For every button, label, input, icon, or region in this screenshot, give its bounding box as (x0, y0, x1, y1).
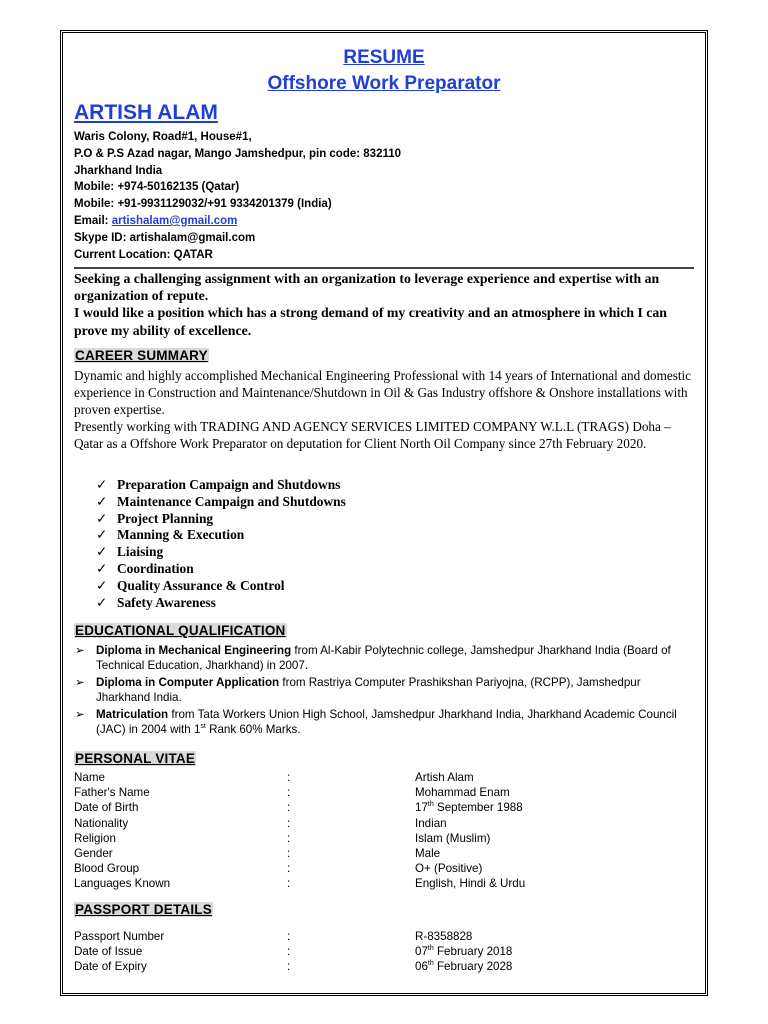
email-link[interactable]: artishalam@gmail.com (111, 214, 238, 227)
passport-value: R-8358828 (415, 930, 473, 943)
skill-item (96, 527, 346, 544)
vitae-value: Mohammad Enam (415, 786, 510, 800)
separator: : (287, 945, 291, 959)
vitae-value: Artish Alam (415, 771, 474, 784)
vitae-row (74, 846, 694, 861)
candidate-name: ARTISH ALAM (74, 101, 218, 124)
checkmark-icon: ✓ (96, 560, 108, 576)
separator: : (287, 786, 291, 800)
vitae-value: O+ (Positive) (415, 862, 483, 876)
vitae-value: Male (415, 846, 441, 860)
degree-detail: from Rastriya Computer Prashikshan Pariyojna, (RCPP), Jamshedpur Jharkhand India. (96, 676, 641, 704)
skill-item (96, 494, 346, 511)
mobile-india: Mobile: +91-9931129032/+91 9334201379 (India) (74, 198, 332, 211)
skill-label: Liaising (117, 544, 164, 560)
vitae-value: Indian (415, 816, 447, 830)
passport-row (74, 959, 694, 974)
separator: : (287, 877, 291, 891)
value-part: February 2018 (433, 945, 513, 959)
skill-label: Manning & Execution (117, 527, 245, 543)
skill-label: Project Planning (117, 510, 214, 526)
document-title: RESUME (343, 47, 425, 68)
skill-item (96, 544, 346, 561)
ordinal-suffix: th (427, 801, 434, 809)
arrow-bullet-icon: ➢ (75, 644, 85, 657)
separator: : (287, 831, 291, 845)
vitae-label: Date of Birth (74, 801, 139, 815)
arrow-bullet-icon: ➢ (75, 676, 85, 689)
passport-table (74, 929, 694, 975)
skill-label: Maintenance Campaign and Shutdowns (117, 493, 346, 509)
checkmark-icon: ✓ (96, 544, 108, 560)
value-part: February 2028 (433, 960, 513, 974)
value-part: 06 (415, 960, 428, 974)
career-summary-text (74, 367, 694, 452)
education-list (74, 643, 694, 739)
skype-id: Skype ID: artishalam@gmail.com (74, 231, 256, 244)
vitae-label: Languages Known (74, 877, 171, 891)
value-part: September 1988 (433, 801, 523, 815)
divider (74, 267, 694, 269)
vitae-label: Father's Name (74, 786, 150, 800)
vitae-label: Religion (74, 831, 116, 845)
degree-name: Matriculation (96, 708, 169, 721)
passport-heading: PASSPORT DETAILS (75, 902, 212, 917)
vitae-label: Name (74, 771, 105, 784)
skill-item (96, 595, 346, 612)
email-label: Email: (74, 214, 112, 227)
vitae-row (74, 770, 694, 785)
address-line: Waris Colony, Road#1, House#1, (74, 131, 252, 143)
checkmark-icon: ✓ (96, 577, 108, 593)
position-title: Offshore Work Preparator (267, 73, 501, 94)
ordinal-suffix: st (200, 723, 206, 731)
separator: : (287, 930, 291, 943)
skill-item (96, 578, 346, 595)
current-location: Current Location: QATAR (74, 248, 213, 261)
personal-vitae-heading: PERSONAL VITAE (75, 751, 196, 766)
personal-vitae-table (74, 770, 694, 892)
vitae-value (415, 800, 523, 815)
contact-block (74, 129, 401, 263)
checkmark-icon: ✓ (96, 477, 108, 492)
objective-statement (74, 270, 696, 339)
degree-detail: Rank 60% Marks. (205, 723, 301, 736)
education-item (74, 707, 694, 737)
separator: : (287, 801, 291, 815)
degree-name: Diploma in Computer Application (96, 676, 280, 689)
vitae-label: Nationality (74, 816, 129, 830)
vitae-row (74, 800, 694, 815)
skill-item (96, 511, 346, 528)
mobile-qatar: Mobile: +974-50162135 (Qatar) (74, 181, 240, 194)
passport-label: Passport Number (74, 930, 165, 943)
objective-line: I would like a position which has a strong demand of my creativity and an atmosphere in which I can prove my ability of excellence. (74, 305, 667, 338)
skills-list (96, 477, 346, 611)
degree-name: Diploma in Mechanical Engineering (96, 644, 292, 657)
separator: : (287, 846, 291, 860)
separator: : (287, 960, 291, 974)
address-line: P.O & P.S Azad nagar, Mango Jamshedpur, pin code: 832110 (74, 147, 402, 160)
separator: : (287, 771, 291, 784)
passport-row (74, 944, 694, 959)
email-line (74, 213, 401, 230)
ordinal-suffix: th (427, 960, 434, 968)
skill-item (96, 477, 346, 494)
separator: : (287, 862, 291, 876)
objective-line: Seeking a challenging assignment with an organization to leverage experience and expertise with an organization of repute. (74, 271, 660, 304)
summary-paragraph: Dynamic and highly accomplished Mechanical Engineering Professional with 14 years of International and domestic experience in Construction and Maintenance/Shutdown in Oil & Gas Industry offshore & Onshore installations with proven expertise. (74, 368, 692, 417)
arrow-bullet-icon: ➢ (75, 708, 85, 721)
vitae-label: Gender (74, 846, 113, 860)
vitae-row (74, 861, 694, 876)
passport-label: Date of Issue (74, 945, 143, 959)
education-item (74, 675, 694, 705)
vitae-value: Islam (Muslim) (415, 831, 491, 845)
vitae-value: English, Hindi & Urdu (415, 877, 526, 891)
passport-value (415, 959, 512, 974)
education-heading: EDUCATIONAL QUALIFICATION (75, 623, 286, 638)
value-part: 17 (415, 801, 428, 815)
vitae-row (74, 816, 694, 831)
checkmark-icon: ✓ (96, 594, 108, 610)
ordinal-suffix: th (427, 945, 434, 953)
passport-row (74, 929, 694, 944)
skill-label: Preparation Campaign and Shutdowns (117, 477, 341, 492)
skill-label: Quality Assurance & Control (117, 577, 285, 593)
skill-label: Safety Awareness (117, 594, 216, 610)
degree-detail: from Al-Kabir Polytechnic college, Jamshedpur Jharkhand India (Board of Technical Education, Jharkhand) in 2007. (96, 644, 671, 672)
vitae-label: Blood Group (74, 862, 140, 876)
summary-paragraph: Presently working with TRADING AND AGENCY SERVICES LIMITED COMPANY W.L.L (TRAGS) Doha – Qatar as a Offshore Work Preparator on deputation for Client North Oil Company since 27th February 2020. (74, 419, 671, 451)
degree-detail: from Tata Workers Union High School, Jamshedpur Jharkhand India, Jharkhand Academic Council (JAC) in 2004 with 1 (96, 708, 677, 736)
passport-label: Date of Expiry (74, 960, 147, 974)
checkmark-icon: ✓ (96, 493, 108, 509)
passport-value (415, 944, 512, 959)
address-line: Jharkhand India (74, 164, 163, 177)
checkmark-icon: ✓ (96, 510, 108, 526)
value-part: 07 (415, 945, 428, 959)
career-summary-heading: CAREER SUMMARY (75, 348, 208, 363)
checkmark-icon: ✓ (96, 527, 108, 543)
education-item (74, 643, 694, 673)
separator: : (287, 816, 291, 830)
vitae-row (74, 785, 694, 800)
vitae-row (74, 831, 694, 846)
skill-item (96, 561, 346, 578)
skill-label: Coordination (117, 560, 194, 576)
vitae-row (74, 876, 694, 891)
